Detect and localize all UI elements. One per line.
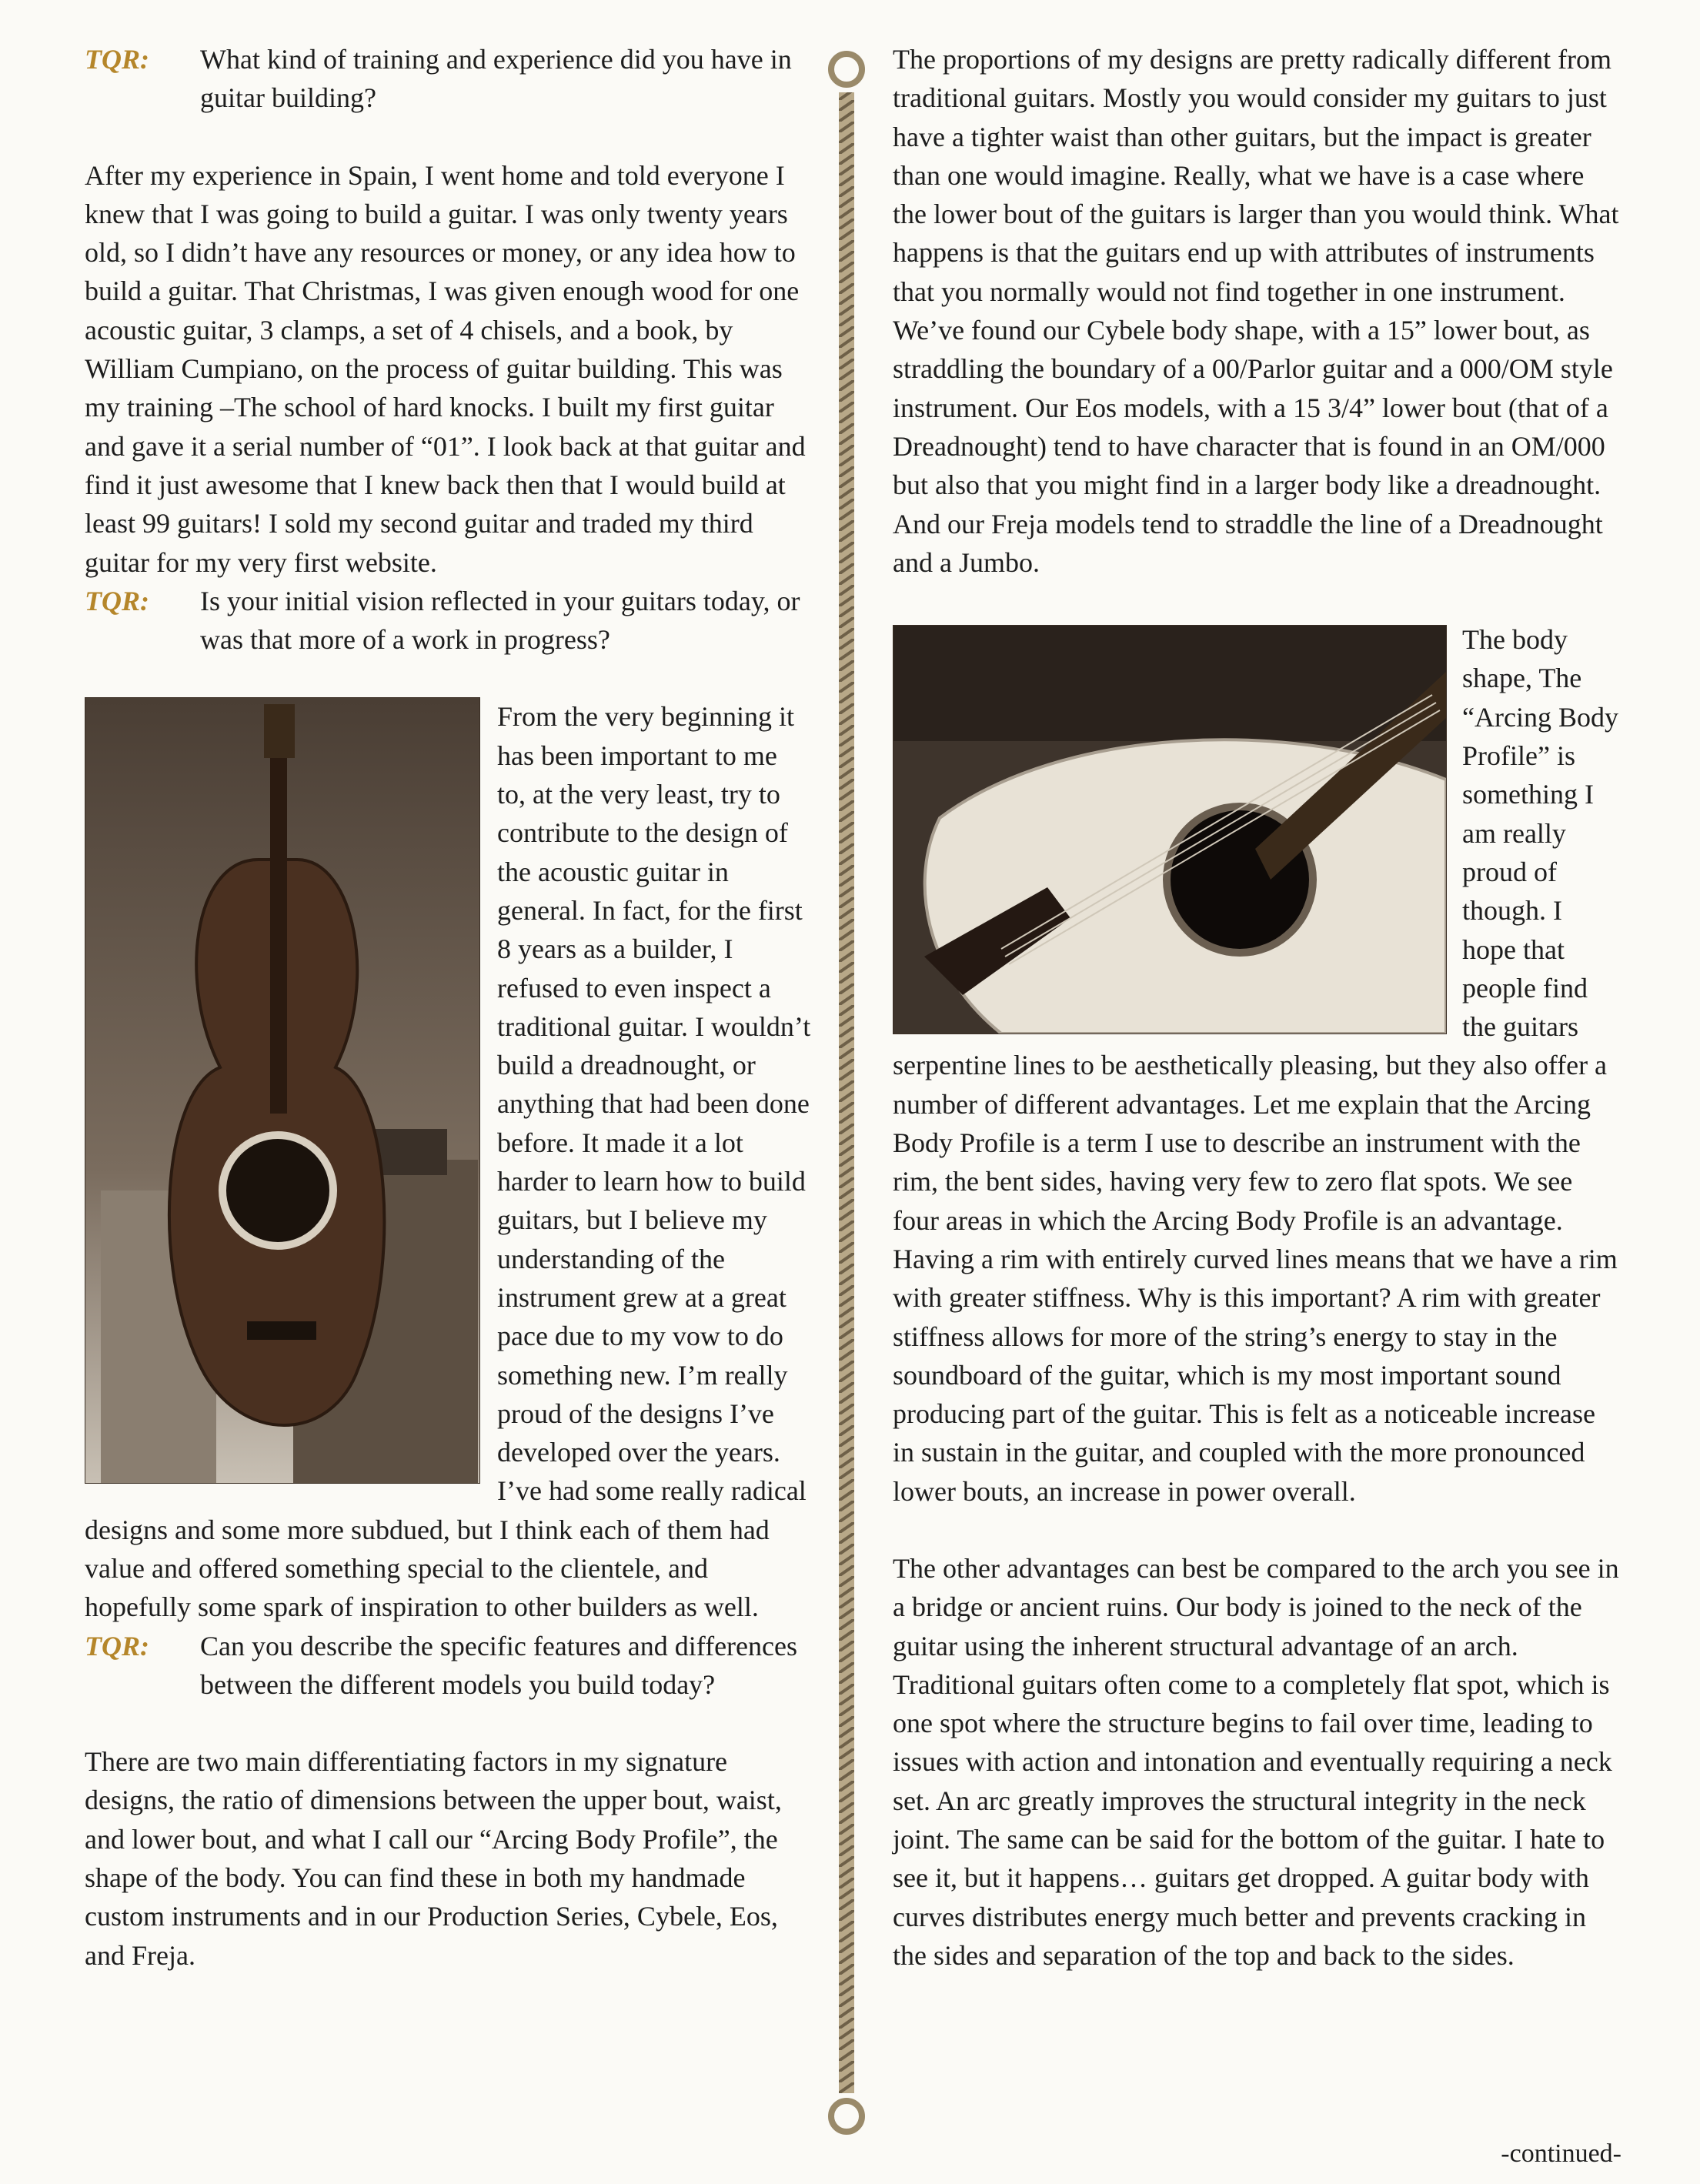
answer-block-2: [85, 697, 812, 1626]
question-tag: TQR:: [85, 585, 149, 616]
answer-paragraph: From the very beginning it has been important to me to, at the very least, try to contribute to the design of the acoustic guitar in general. In fact, for the first 8 years as a builder, I refused to even inspect a traditional guitar. I wouldn’t build a dreadnought, or anything that had been done before. It made it a lot harder to learn how to build guitars, but I believe my understanding of the instrument grew at a great pace due to my vow to do something new. I’m really proud of the designs I’ve developed over the years. I’ve had some really radical designs and some more subdued, but I think each of them had value and offered something special to the clientele, and hopefully some spark of inspiration to other builders as well.: [85, 701, 811, 1623]
question-2: [85, 582, 812, 660]
guitar-closeup-illustration: [893, 626, 1446, 1034]
answer-block-4: [893, 620, 1620, 1511]
guitar-photo-illustration: [85, 698, 479, 1483]
left-column: [85, 40, 812, 1975]
question-text: What kind of training and experience did you have in guitar building?: [200, 44, 792, 114]
spine-ornament: [823, 46, 870, 2139]
question-tag: TQR:: [85, 44, 149, 75]
guitar-photo-standing: [85, 697, 480, 1484]
question-text: Is your initial vision reflected in your guitars today, or was that more of a work in progress?: [200, 585, 800, 656]
answer-paragraph: After my experience in Spain, I went home and told everyone I knew that I was going to build a guitar. I was only twenty years old, so I didn’t have any resources or money, or any idea how to build a guitar. That Christmas, I was given enough wood for one acoustic guitar, 3 clamps, a set of 4 chisels, and a book, by William Cumpiano, on the process of guitar building. This was my training –The school of hard knocks. I built my first guitar and gave it a serial number of “01”. I look back at that guitar and find it just awesome that I knew back then that I would build at least 99 guitars! I sold my second guitar and traded my third guitar for my very first website.: [85, 159, 806, 578]
question-1: [85, 40, 812, 118]
answer-paragraph: The proportions of my designs are pretty radically different from traditional guitars. Mostly you would consider my guitars to just have a tighter waist than other guitars, but the impact is greater than one would imagine. Really, what we have is a case where the lower bout of the guitars is larger than you would think. What happens is that the guitars end up with attributes of instruments that you normally would not find together in one instrument. We’ve found our Cybele body shape, with a 15” lower bout, as straddling the boundary of a 00/Parlor guitar and a 000/OM style instrument. Our Eos models, with a 15 3/4” lower bout (that of a Dreadnought) tend to have character that is found in an OM/000 but also that you might find in a larger body like a dreadnought. And our Freja models tend to straddle the line of a Dreadnought and a Jumbo.: [893, 44, 1619, 578]
answer-paragraph: The body shape, The “Arcing Body Profile” is something I am really proud of though. I hope that people find the guitars serpentine lines to be aesthetically pleasing, but they also offer a number of different advantages. Let me explain that the Arcing Body Profile is a term I use to describe an instrument with the rim, the bent sides, having very few to zero flat spots. We see four areas in which the Arcing Body Profile is an advantage. Having a rim with entirely curved lines means that we have a rim with greater stiffness. Why is this important? A rim with greater stiffness allows for more of the string’s energy to stay in the soundboard of the guitar, which is my most important sound producing part of the guitar. This is felt as a noticeable increase in sustain in the guitar, and coupled with the more pronounced lower bouts, an increase in power overall.: [893, 624, 1618, 1507]
continued-footer: -continued-: [1501, 2139, 1622, 2168]
question-text: Can you describe the specific features and differences between the different models you build today?: [200, 1630, 797, 1700]
answer-paragraph: The other advantages can best be compared to the arch you see in a bridge or ancient ruins. Our body is joined to the neck of the guitar using the inherent structural advantage of an arch. Traditional guitars often come to a completely flat spot, which is one spot where the structure begins to fail over time, leading to issues with action and intonation and eventually requiring a neck set. An arc greatly improves the structural integrity in the neck joint. The same can be said for the bottom of the guitar. I hate to see it, but it happens… guitars get dropped. A guitar body with curves distributes energy much better and prevents cracking in the sides and separation of the top and back to the sides.: [893, 1552, 1619, 1971]
question-tag: TQR:: [85, 1630, 149, 1661]
guitar-photo-closeup: [893, 625, 1447, 1034]
answer-paragraph: There are two main differentiating factors in my signature designs, the ratio of dimensions between the upper bout, waist, and lower bout, and what I call our “Arcing Body Profile”, the shape of the body. You can find these in both my handmade custom instruments and in our Production Series, Cybele, Eos, and Freja.: [85, 1746, 782, 1971]
right-column: [893, 40, 1620, 1975]
question-3: [85, 1627, 812, 1705]
rope-divider: [823, 46, 870, 2139]
